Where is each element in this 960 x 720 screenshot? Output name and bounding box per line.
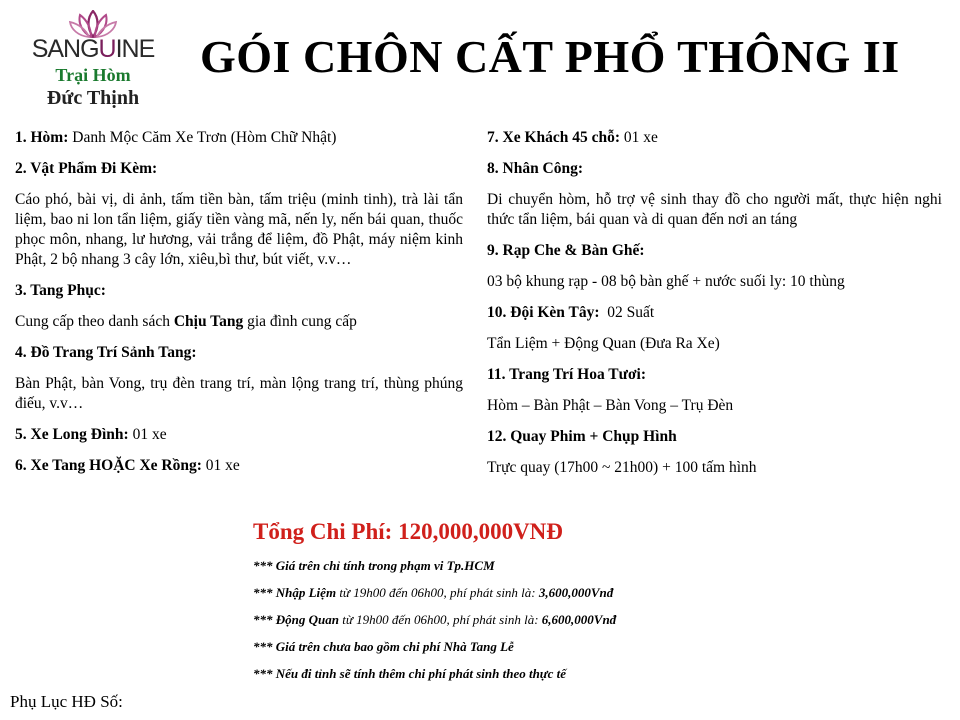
item-2-detail: Cáo phó, bài vị, di ảnh, tấm tiền bàn, tấm triệu (minh tinh), trà lài tẩn liệm, bao ni lon tẩn liệm, giấy tiền vàng mã, nến ly, nến bái quan, thuốc phọc môn, nhang, lư hương, vải trắng để liệm, đồ Phật, máy niệm kinh Phật, 2 bộ nhang 3 cây lớn, xiêu,bì thư, bút viết, v.v… <box>15 191 463 268</box>
lotus-icon <box>67 10 119 38</box>
page-title: GÓI CHÔN CẤT PHỔ THÔNG II <box>200 31 900 82</box>
note-item <box>253 639 616 666</box>
item-heading: 7. Xe Khách 45 chỗ: <box>487 129 621 146</box>
item-12-detail: Trực quay (17h00 ~ 21h00) + 100 tấm hình <box>487 459 757 476</box>
item-11-detail: Hòm – Bàn Phật – Bàn Vong – Trụ Đèn <box>487 397 734 414</box>
note-amount: 3,600,000Vnđ <box>538 585 614 600</box>
notes-list <box>253 558 616 693</box>
item-8-detail: Di chuyển hòm, hỗ trợ vệ sinh thay đồ cho người mất, thực hiện nghi thức tẩn liệm, bái quan và di quan đến nơi an táng <box>487 191 942 228</box>
item-3-heading: 3. Tang Phục: <box>15 282 106 299</box>
note-bold: *** Nhập Liệm <box>253 585 337 600</box>
item-11-heading: 11. Trang Trí Hoa Tươi: <box>487 366 646 383</box>
note-item <box>253 666 616 693</box>
item-6 <box>15 456 463 476</box>
brand-highlight: U <box>98 35 116 63</box>
brand-name <box>18 36 168 62</box>
item-9-heading: 9. Rạp Che & Bàn Ghế: <box>487 242 645 259</box>
note-item <box>253 558 616 585</box>
item-heading: 6. Xe Tang HOẶC Xe Rồng: <box>15 457 202 474</box>
item-8-heading: 8. Nhân Công: <box>487 160 584 177</box>
item-3-detail <box>15 312 463 332</box>
right-column <box>487 128 942 489</box>
item-text: 01 xe <box>201 457 240 474</box>
item-2-heading: 2. Vật Phẩm Đi Kèm: <box>15 160 158 177</box>
detail-text: Cung cấp theo danh sách <box>15 313 174 330</box>
brand-suffix: INE <box>115 35 155 63</box>
item-10-detail: Tẩn Liệm + Động Quan (Đưa Ra Xe) <box>487 335 720 352</box>
note-item <box>253 585 616 612</box>
note-bold: *** Giá trên chỉ tính trong phạm vi Tp.HCM <box>253 558 495 573</box>
total-cost: Tổng Chi Phí: 120,000,000VNĐ <box>253 519 563 544</box>
note-bold: *** Động Quan <box>253 612 339 627</box>
item-heading: 1. Hòm: <box>15 129 69 146</box>
item-text: 01 xe <box>128 426 167 443</box>
detail-bold: Chịu Tang <box>173 313 244 330</box>
logo-line-2: Đức Thịnh <box>46 87 140 109</box>
logo-line-1: Trại Hòm <box>55 65 131 85</box>
note-text: từ 19h00 đến 06h00, phí phát sinh là: <box>336 585 539 600</box>
item-1 <box>15 128 463 148</box>
item-7 <box>487 128 942 148</box>
appendix-label: Phụ Lục HĐ Số: <box>10 692 123 711</box>
brand-prefix: SANG <box>31 35 99 63</box>
note-item <box>253 612 616 639</box>
note-text: từ 19h00 đến 06h00, phí phát sinh là: <box>338 612 542 627</box>
item-12-heading: 12. Quay Phim + Chụp Hình <box>487 428 677 445</box>
item-9-detail: 03 bộ khung rạp - 08 bộ bàn ghế + nước suối ly: 10 thùng <box>487 273 845 290</box>
item-text: Danh Mộc Căm Xe Trơn (Hòm Chữ Nhật) <box>68 129 337 146</box>
note-amount: 6,600,000Vnđ <box>541 612 617 627</box>
company-logo <box>18 10 168 110</box>
left-column <box>15 128 463 487</box>
item-text: 02 Suất <box>599 304 655 321</box>
note-bold: *** Giá trên chưa bao gồm chi phí Nhà Tang Lễ <box>253 639 514 654</box>
item-4-detail: Bàn Phật, bàn Vong, trụ đèn trang trí, màn lộng trang trí, thùng phúng điếu, v.v… <box>15 375 463 412</box>
item-4-heading: 4. Đồ Trang Trí Sảnh Tang: <box>15 344 197 361</box>
item-heading: 5. Xe Long Đình: <box>15 426 129 443</box>
note-bold: *** Nếu đi tỉnh sẽ tính thêm chi phí phát sinh theo thực tế <box>253 666 566 681</box>
detail-text: gia đình cung cấp <box>243 313 357 330</box>
item-5 <box>15 425 463 445</box>
item-10 <box>487 303 942 323</box>
item-text: 01 xe <box>620 129 658 146</box>
item-heading: 10. Đội Kèn Tây: <box>487 304 600 321</box>
